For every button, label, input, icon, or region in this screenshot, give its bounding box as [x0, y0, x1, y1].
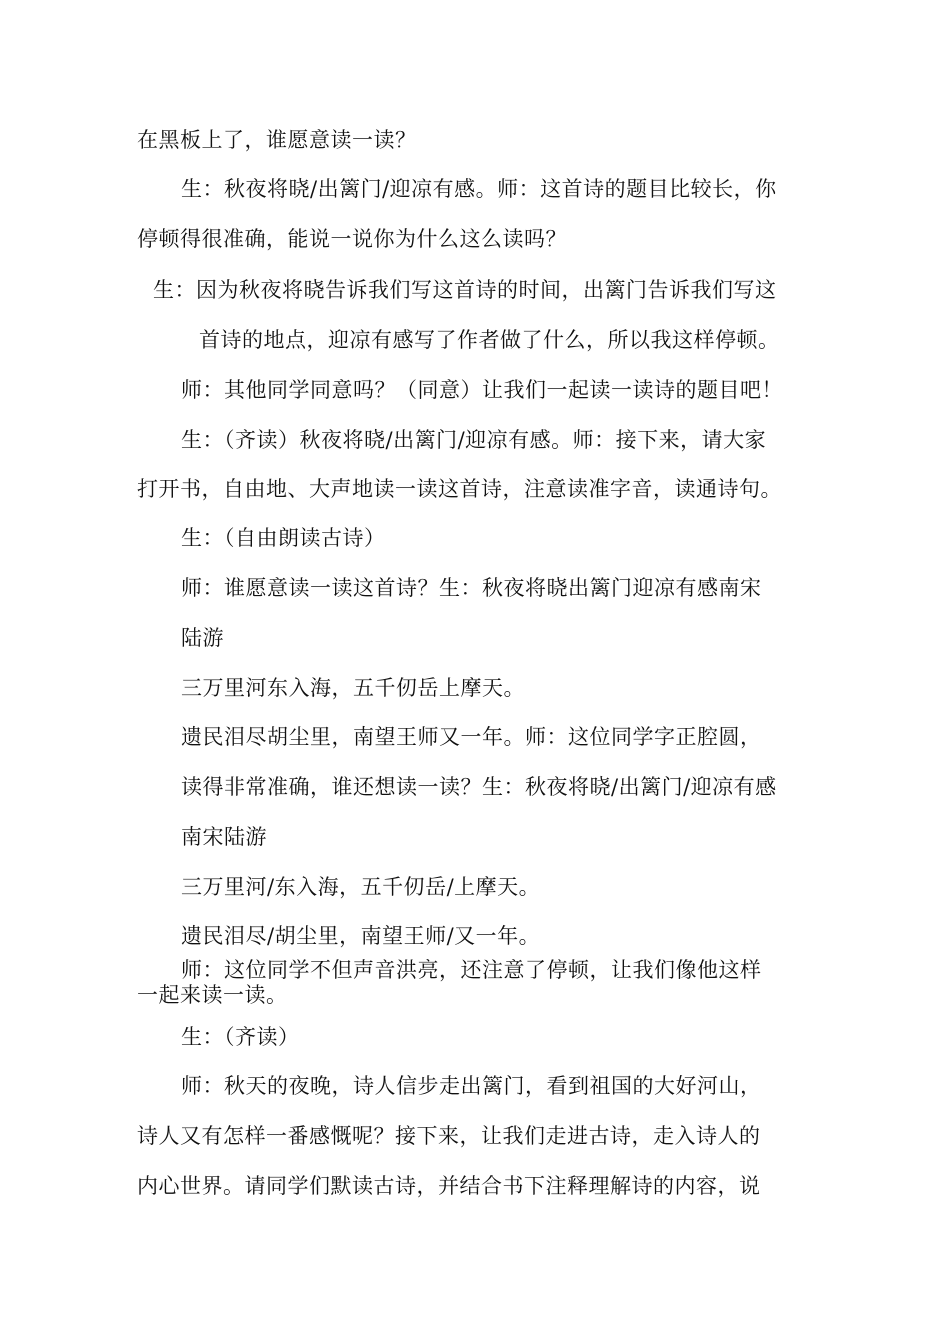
text-line: 生：因为秋夜将晓告诉我们写这首诗的时间，出篱门告诉我们写这 — [153, 278, 777, 302]
text-line: 在黑板上了，谁愿意读一读？ — [137, 128, 417, 152]
text-line: 师：秋天的夜晚，诗人信步走出篱门，看到祖国的大好河山， — [181, 1074, 762, 1098]
text-line: 生：（齐读）秋夜将晓/出篱门/迎凉有感。师：接下来，请大家 — [181, 428, 767, 452]
text-line: 首诗的地点，迎凉有感写了作者做了什么，所以我这样停顿。 — [199, 328, 780, 352]
text-line: 师：这位同学不但声音洪亮，还注意了停顿，让我们像他这样 — [181, 958, 762, 982]
text-line: 诗人又有怎样一番感慨呢？接下来，让我们走进古诗，走入诗人的 — [137, 1124, 761, 1148]
text-line: 内心世界。请同学们默读古诗，并结合书下注释理解诗的内容，说 — [137, 1174, 761, 1198]
text-line: 师：谁愿意读一读这首诗？生：秋夜将晓出篱门迎凉有感南宋 — [181, 576, 762, 600]
text-line: 一起来读一读。 — [137, 983, 288, 1007]
text-line: 停顿得很准确，能说一说你为什么这么读吗？ — [137, 227, 567, 251]
text-line: 生：（自由朗读古诗） — [181, 526, 386, 550]
text-line: 生：（齐读） — [181, 1025, 300, 1049]
text-line: 遗民泪尽胡尘里，南望王师又一年。师：这位同学字正腔圆， — [181, 725, 762, 749]
text-line: 遗民泪尽/胡尘里，南望王师/又一年。 — [181, 924, 541, 948]
text-line: 三万里河东入海，五千仞岳上摩天。 — [181, 676, 525, 700]
text-line: 打开书，自由地、大声地读一读这首诗，注意读准字音，读通诗句。 — [137, 477, 782, 501]
text-line: 读得非常准确，谁还想读一读？生：秋夜将晓/出篱门/迎凉有感 — [181, 775, 777, 799]
text-line: 生：秋夜将晓/出篱门/迎凉有感。师：这首诗的题目比较长，你 — [181, 177, 777, 201]
text-line: 三万里河/东入海，五千仞岳/上摩天。 — [181, 875, 541, 899]
text-line: 陆游 — [181, 626, 224, 650]
text-line: 师：其他同学同意吗？（同意）让我们一起读一读诗的题目吧！ — [181, 378, 783, 402]
text-line: 南宋陆游 — [181, 825, 267, 849]
